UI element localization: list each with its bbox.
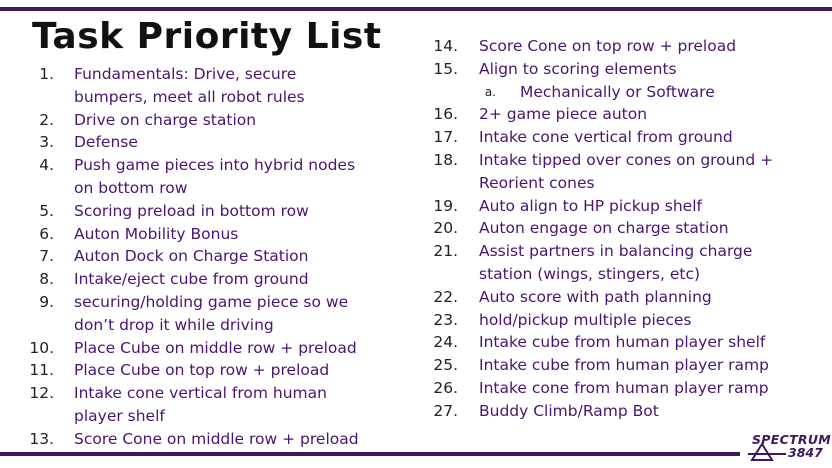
task-item xyxy=(0,377,832,400)
task-text: Intake cone vertical from human xyxy=(74,384,327,403)
bottom-divider xyxy=(0,452,740,456)
task-number: 3. xyxy=(39,133,54,152)
task-number: 8. xyxy=(39,270,54,289)
task-item xyxy=(0,149,832,172)
task-text: on bottom row xyxy=(74,178,188,197)
page-title: Task Priority List xyxy=(32,16,382,57)
task-number: 9. xyxy=(39,292,54,311)
task-item xyxy=(0,331,832,354)
task-number: 14. xyxy=(433,37,458,55)
task-item xyxy=(0,240,832,263)
task-number: 19. xyxy=(433,196,458,215)
task-text: Buddy Climb/Ramp Bot xyxy=(479,401,659,420)
task-text: Intake cube from human player shelf xyxy=(479,333,766,352)
task-number: 17. xyxy=(433,128,458,147)
task-text: Place Cube on middle row + preload xyxy=(74,338,357,357)
subitem-text: Mechanically or Software xyxy=(520,82,715,101)
task-number: 7. xyxy=(39,247,54,266)
logo-team-number: 3847 xyxy=(788,445,823,460)
task-text: station (wings, stingers, etc) xyxy=(479,264,701,283)
task-number: 11. xyxy=(29,361,54,380)
task-text: Fundamentals: Drive, secure xyxy=(74,65,297,83)
task-number: 2. xyxy=(39,110,54,129)
task-number: 4. xyxy=(39,156,54,175)
task-item xyxy=(0,263,832,286)
task-number: 16. xyxy=(433,105,458,124)
task-item xyxy=(0,428,410,451)
task-text: don’t drop it while driving xyxy=(74,315,274,334)
task-text: Intake cube from human player ramp xyxy=(479,356,769,375)
task-text: Push game pieces into hybrid nodes xyxy=(74,156,356,175)
task-text: Auton engage on charge station xyxy=(479,219,729,238)
task-text: Auto align to HP pickup shelf xyxy=(479,196,702,215)
task-subitem xyxy=(0,81,832,104)
task-text: player shelf xyxy=(74,406,165,425)
task-text: Defense xyxy=(74,133,138,152)
task-number: 18. xyxy=(433,150,458,169)
task-number: 27. xyxy=(433,401,458,420)
task-text: Intake cone from human player ramp xyxy=(479,378,769,397)
task-item xyxy=(0,172,832,195)
task-number: 13. xyxy=(29,429,54,448)
task-text: Auto score with path planning xyxy=(479,287,712,306)
task-text: Score Cone on top row + preload xyxy=(479,37,737,55)
task-item xyxy=(0,400,832,423)
top-divider xyxy=(0,7,832,11)
task-number: 26. xyxy=(433,378,458,397)
task-text: Auton Mobility Bonus xyxy=(74,224,239,243)
task-text: Place Cube on top row + preload xyxy=(74,361,330,380)
task-number: 21. xyxy=(433,242,458,261)
task-text: Reorient cones xyxy=(479,173,595,192)
task-text: bumpers, meet all robot rules xyxy=(74,87,305,106)
task-item xyxy=(0,286,832,309)
task-number: 15. xyxy=(433,59,458,78)
task-item xyxy=(0,126,832,149)
task-text: hold/pickup multiple pieces xyxy=(479,310,692,329)
task-text: Auton Dock on Charge Station xyxy=(74,247,309,266)
task-text: Score Cone on middle row + preload xyxy=(74,429,359,448)
task-number: 5. xyxy=(39,201,54,220)
task-number: 6. xyxy=(39,224,54,243)
subitem-letter: a. xyxy=(484,84,496,99)
task-text: 2+ game piece auton xyxy=(479,105,648,124)
task-number: 20. xyxy=(433,219,458,238)
triangle-logo-icon xyxy=(748,442,788,462)
task-text: Drive on charge station xyxy=(74,110,257,129)
task-text: Scoring preload in bottom row xyxy=(74,201,309,220)
task-number: 25. xyxy=(433,356,458,375)
spectrum-logo xyxy=(748,432,830,462)
task-text: Assist partners in balancing charge xyxy=(479,242,753,261)
logo-wordmark: SPECTRUM xyxy=(752,432,832,447)
task-text: Align to scoring elements xyxy=(479,59,677,78)
task-number: 10. xyxy=(29,338,54,357)
right-task-column xyxy=(0,35,832,423)
task-number: 24. xyxy=(433,333,458,352)
task-text: securing/holding game piece so we xyxy=(74,292,349,311)
task-item xyxy=(0,217,832,240)
task-number: 22. xyxy=(433,287,458,306)
task-text: Intake tipped over cones on ground + xyxy=(479,150,774,169)
task-item xyxy=(0,309,832,332)
task-item xyxy=(0,58,832,81)
task-item xyxy=(0,35,832,58)
task-text: Intake/eject cube from ground xyxy=(74,270,309,289)
task-number: 23. xyxy=(433,310,458,329)
task-item xyxy=(0,103,832,126)
task-item xyxy=(0,195,832,218)
task-number: 1. xyxy=(39,65,54,83)
task-number: 12. xyxy=(29,384,54,403)
task-item xyxy=(0,354,832,377)
task-text: Intake cone vertical from ground xyxy=(479,128,733,147)
